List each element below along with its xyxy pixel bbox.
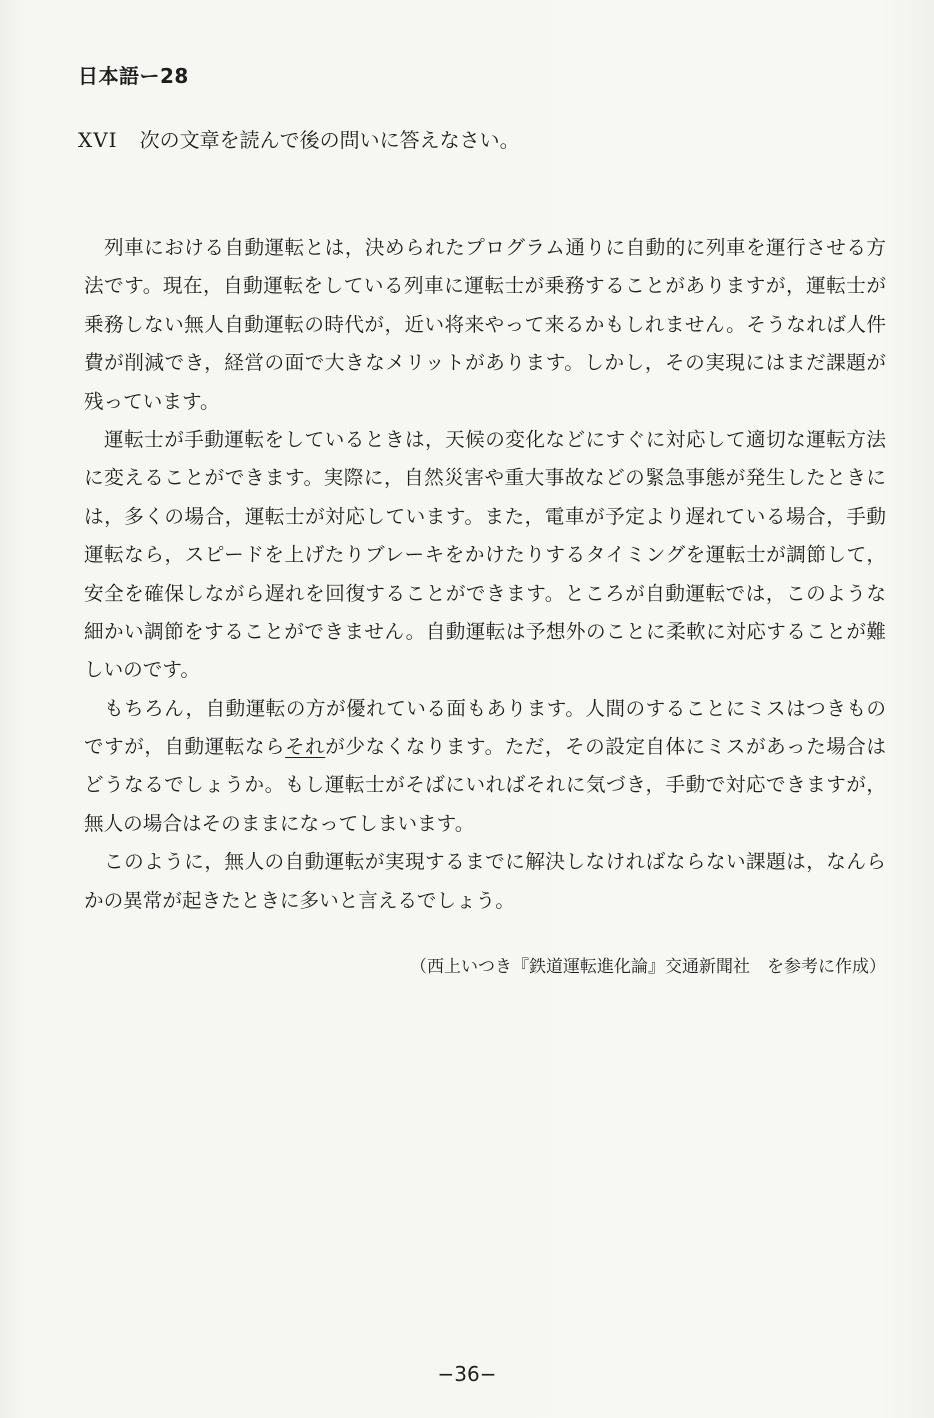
passage-line: 残っています。 xyxy=(84,389,220,413)
passage-line: は，多くの場合，運転士が対応しています。また，電車が予定より遅れている場合，手動 xyxy=(84,504,886,528)
passage-line-with-underline xyxy=(84,728,886,766)
passage-line: 乗務しない無人自動運転の時代が，近い将来やって来るかもしれません。そうなれば人件 xyxy=(84,312,886,336)
passage-line: 安全を確保しながら遅れを回復することができます。ところが自動運転では，このような xyxy=(84,581,886,605)
passage-text: ですが，自動運転なら xyxy=(84,735,286,759)
passage-line: かの異常が起きたときに多いと言えるでしょう。 xyxy=(84,888,515,912)
question-instruction: 次の文章を読んで後の問いに答えなさい。 xyxy=(139,128,520,152)
passage-line: どうなるでしょうか。もし運転士がそばにいればそれに気づき，手動で対応できますが， xyxy=(84,773,886,797)
passage-line: このように，無人の自動運転が実現するまでに解決しなければならない課題は，なんら xyxy=(104,850,886,874)
passage-line: 細かい調節をすることができません。自動運転は予想外のことに柔軟に対応することが難 xyxy=(84,619,886,643)
question-number: XVI xyxy=(78,128,118,152)
reading-passage xyxy=(84,229,886,920)
passage-line: 費が削減でき，経営の面で大きなメリットがあります。しかし，その実現にはまだ課題が xyxy=(84,351,886,375)
passage-line: 運転士が手動運転をしているときは，天候の変化などにすぐに対応して適切な運転方法 xyxy=(104,427,886,451)
passage-line: しいのです。 xyxy=(84,658,200,682)
passage-line: もちろん，自動運転の方が優れている面もあります。人間のすることにミスはつきもの xyxy=(104,696,886,720)
passage-text: が少なくなります。ただ，その設定自体にミスがあった場合は xyxy=(325,735,887,759)
page-number: −36− xyxy=(437,1362,497,1386)
passage-line: に変えることができます。実際に，自然災害や重大事故などの緊急事態が発生したときに xyxy=(84,466,886,490)
passage-line: 法です。現在，自動運転をしている列車に運転士が乗務することがありますが，運転士が xyxy=(84,274,886,298)
underlined-word: それ xyxy=(285,735,326,759)
page-header: 日本語ー28 xyxy=(78,64,189,88)
passage-line: 無人の場合はそのままになってしまいます。 xyxy=(84,811,475,835)
passage-line: 列車における自動運転とは，決められたプログラム通りに自動的に列車を運行させる方 xyxy=(104,236,886,259)
question-heading xyxy=(78,124,520,153)
passage-line: 運転なら，スピードを上げたりブレーキをかけたりするタイミングを運転士が調節して， xyxy=(84,543,886,567)
source-citation: （西上いつき『鉄道運転進化論』交通新聞社 を参考に作成） xyxy=(410,957,886,977)
